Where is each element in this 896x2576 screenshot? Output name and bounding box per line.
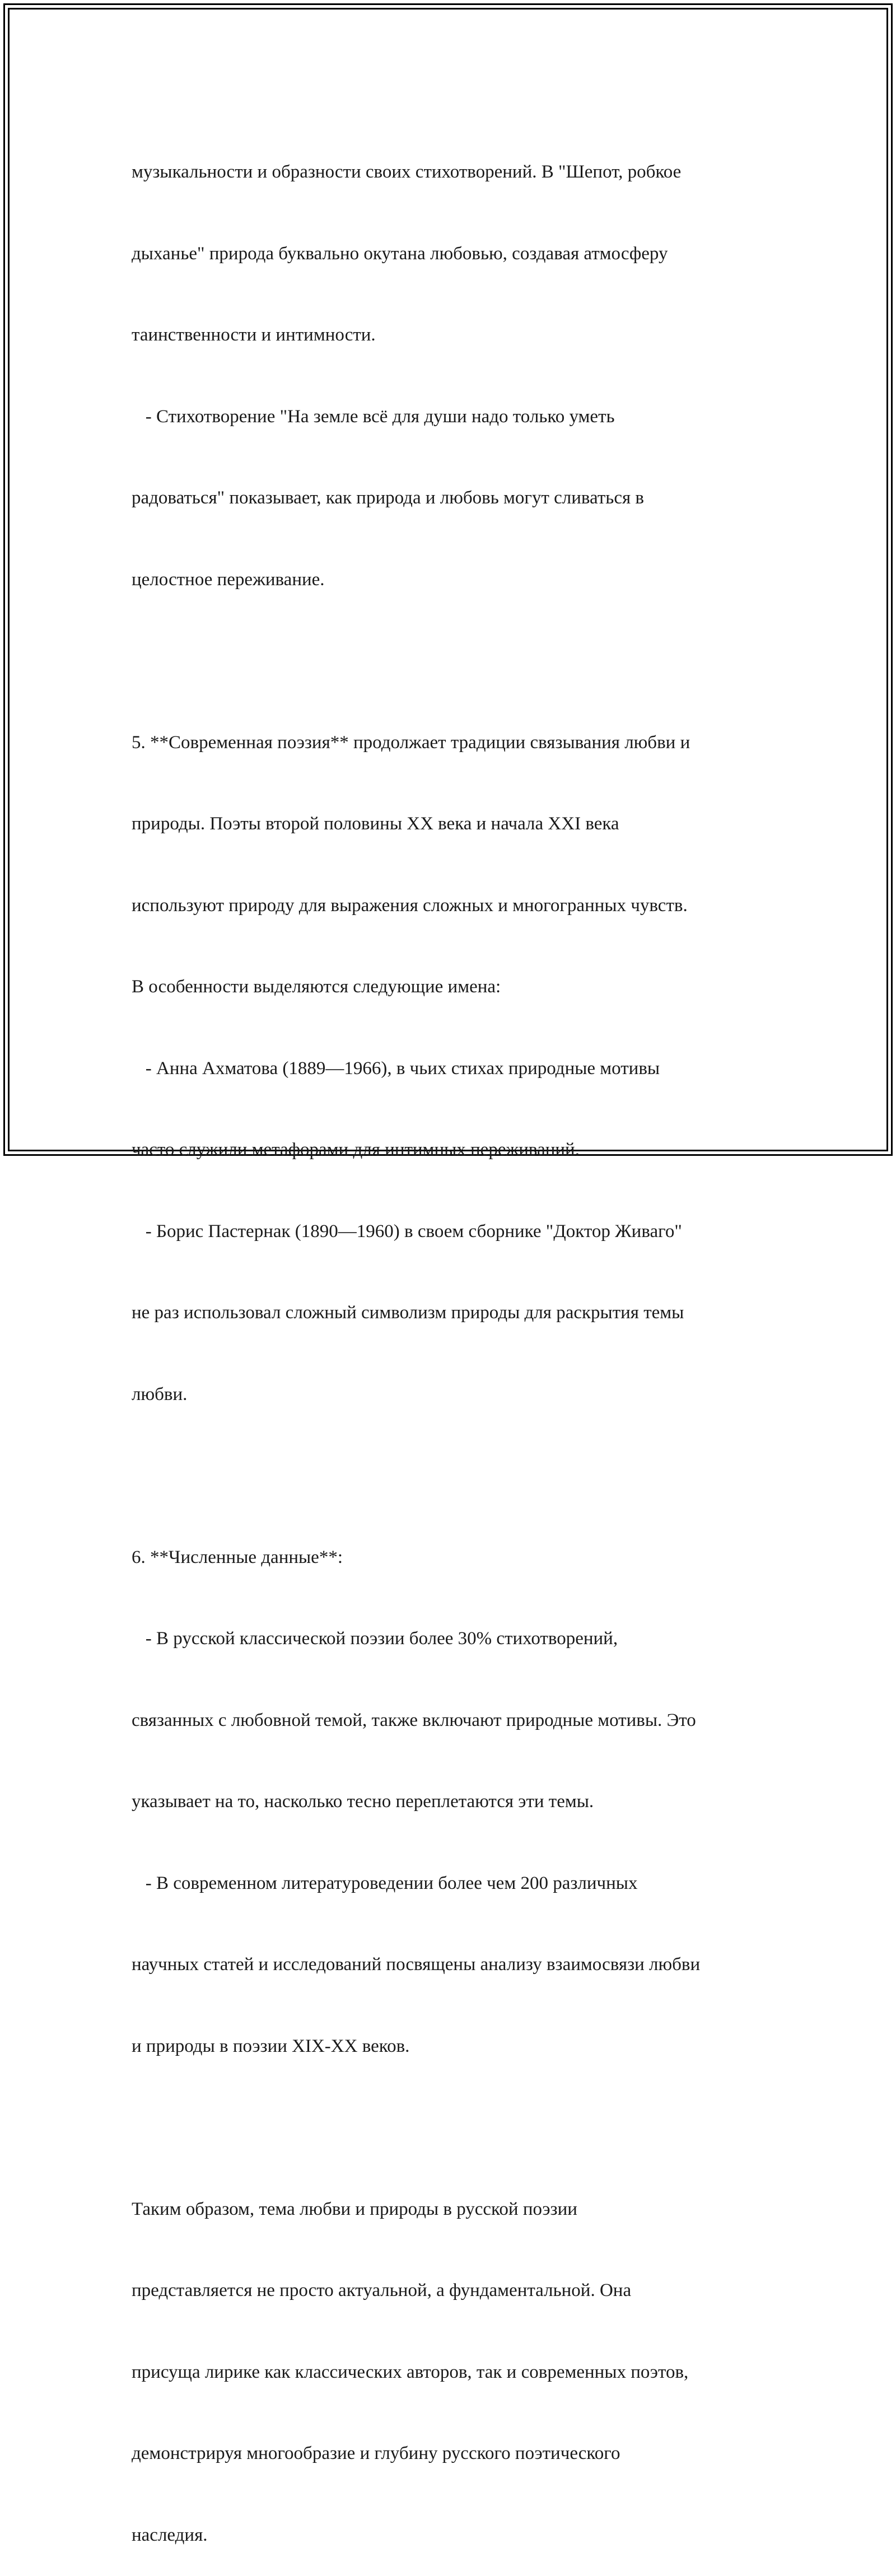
blank-line bbox=[132, 647, 781, 675]
text-line: не раз использовал сложный символизм природы для раскрытия темы bbox=[132, 1303, 684, 1323]
blank-line bbox=[132, 1462, 781, 1490]
text-line: - Борис Пастернак (1890—1960) в своем сборнике "Доктор Живаго" bbox=[132, 1221, 682, 1242]
text-line: дыханье" природа буквально окутана любовью, создавая атмосферу bbox=[132, 243, 668, 264]
text-line: связанных с любовной темой, также включают природные мотивы. Это bbox=[132, 1710, 696, 1730]
text-line: представляется не просто актуальной, а фундаментальной. Она bbox=[132, 2280, 632, 2300]
text-line: демонстрируя многообразие и глубину русского поэтического bbox=[132, 2443, 620, 2463]
text-line: природы. Поэты второй половины XX века и начала XXI века bbox=[132, 814, 619, 834]
document-body bbox=[132, 104, 781, 2576]
text-line: - В русской классической поэзии более 30% стихотворений, bbox=[132, 1628, 618, 1649]
text-line: таинственности и интимности. bbox=[132, 325, 376, 345]
text-line: - В современном литературоведении более чем 200 различных bbox=[132, 1873, 638, 1893]
text-line: музыкальности и образности своих стихотворений. В "Шепот, робкое bbox=[132, 162, 682, 182]
text-line: используют природу для выражения сложных и многогранных чувств. bbox=[132, 895, 688, 916]
text-line: наследия. bbox=[132, 2524, 208, 2545]
text-line: - Анна Ахматова (1889—1966), в чьих стихах природные мотивы bbox=[132, 1058, 660, 1079]
text-line: 5. **Современная поэзия** продолжает традиции связывания любви и bbox=[132, 732, 690, 753]
text-line: указывает на то, насколько тесно переплетаются эти темы. bbox=[132, 1791, 594, 1812]
text-line: радоваться" показывает, как природа и любовь могут сливаться в bbox=[132, 488, 644, 508]
text-line: В особенности выделяются следующие имена: bbox=[132, 977, 501, 997]
text-line: часто служили метафорами для интимных переживаний. bbox=[132, 1140, 580, 1160]
text-line: любви. bbox=[132, 1384, 188, 1404]
text-line: и природы в поэзии XIX-XX веков. bbox=[132, 2036, 410, 2056]
text-line: Таким образом, тема любви и природы в русской поэзии bbox=[132, 2199, 577, 2219]
text-line: целостное переживание. bbox=[132, 569, 325, 590]
text-line: научных статей и исследований посвящены анализу взаимосвязи любви bbox=[132, 1954, 701, 1975]
blank-line bbox=[132, 2114, 781, 2141]
text-line: присуща лирике как классических авторов, так и современных поэтов, bbox=[132, 2362, 689, 2382]
text-line: - Стихотворение "На земле всё для души надо только уметь bbox=[132, 406, 615, 427]
text-line: 6. **Численные данные**: bbox=[132, 1547, 343, 1567]
